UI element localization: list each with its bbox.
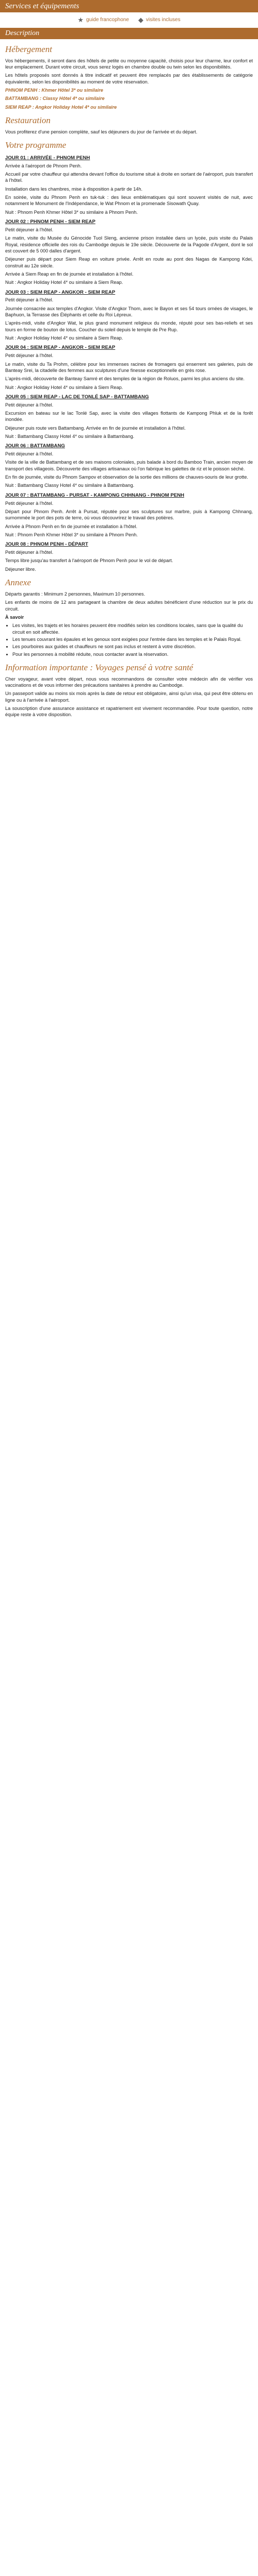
tab-label: guide francophone	[86, 17, 129, 23]
day-paragraph: En soirée, visite du Phnom Penh en tuk-tuk : des lieux emblématiques qui sont souvent visités de nuit, avec notamment le Monument de l'Indépendance, le Wat Phnom et la promenade Sisowath Quay.	[5, 195, 253, 207]
day-title: JOUR 03 : SIEM REAP - ANGKOR - SIEM REAP	[5, 289, 116, 295]
tab-guide-francophone[interactable]	[77, 15, 129, 24]
hotel-line: PHNOM PENH : Khmer Hôtel 3* ou similaire	[5, 88, 103, 93]
day-title: JOUR 07 : BATTAMBANG - PURSAT - KAMPONG CHHNANG - PHNOM PENH	[5, 492, 184, 498]
services-title: Services et équipements	[5, 2, 79, 10]
section-title-restauration: Restauration	[5, 115, 51, 126]
section-title-hebergement: Hébergement	[5, 44, 52, 54]
day-paragraph: Nuit : Angkor Holiday Hotel 4* ou similaire à Siem Reap.	[5, 335, 123, 341]
day-paragraph: Arrivée à Phnom Penh en fin de journée et installation à l'hôtel.	[5, 523, 138, 529]
day-paragraph: Petit déjeuner à l'hôtel.	[5, 297, 54, 303]
section-paragraph: Vous profiterez d'une pension complète, sauf les déjeuners du jour de l'arrivée et du départ.	[5, 129, 198, 134]
day-paragraph: Visite de la ville de Battambang et de ses maisons coloniales, puis balade à bord du Bamboo Train, ancien moyen de transport des villageois. Découverte des villages artisanaux où l'on fabrique les galettes de riz et le poisson séché.	[5, 460, 253, 471]
info-paragraph: Un passeport valide au moins six mois après la date de retour est obligatoire, ainsi qu'un visa, qui peut être obtenu en ligne ou à l'arrivée à l'aéroport.	[5, 691, 253, 703]
list-item: • Les pourboires aux guides et chauffeurs ne sont pas inclus et restent à votre discrétion.	[12, 643, 253, 650]
day-block	[5, 290, 253, 342]
day-block	[5, 394, 253, 439]
annexe-paragraph: Départs garantis : Minimum 2 personnes, Maximum 10 personnes.	[5, 591, 146, 597]
day-paragraph: Arrivée à Siem Reap en fin de journée et installation à l'hôtel.	[5, 271, 134, 277]
programme-title: Votre programme	[5, 140, 67, 150]
annexe-subtitle: À savoir	[5, 614, 24, 620]
services-header	[0, 0, 258, 12]
day-paragraph: Départ pour Phnom Penh. Arrêt à Pursat, réputée pour ses sculptures sur marbre, puis à Kampong Chhnang, surnommée le port des pots de terre, où vous découvrirez le travail des potières.	[5, 509, 253, 521]
day-paragraph: Petit déjeuner à l'hôtel.	[5, 500, 54, 506]
day-paragraph: L'après-midi, visite d'Angkor Wat, le plus grand monument religieux du monde, réputé pour ses bas-reliefs et ses tours en forme de bouton de lotus. Coucher du soleil depuis le temple de Pre Rup.	[5, 320, 253, 332]
day-paragraph: Petit déjeuner à l'hôtel.	[5, 451, 54, 457]
day-paragraph: Nuit : Battambang Classy Hotel 4* ou similaire à Battambang.	[5, 483, 135, 488]
service-tabs	[0, 12, 258, 28]
hotel-line: SIEM REAP : Angkor Holiday Hotel 4* ou similaire	[5, 104, 117, 110]
day-title: JOUR 02 : PHNOM PENH - SIEM REAP	[5, 219, 95, 225]
day-title: JOUR 06 : BATTAMBANG	[5, 443, 65, 449]
day-title: JOUR 08 : PHNOM PENH - DÉPART	[5, 541, 88, 548]
day-title: JOUR 04 : SIEM REAP - ANGKOR - SIEM REAP	[5, 345, 116, 351]
day-paragraph: Nuit : Phnom Penh Khmer Hôtel 3* ou similaire à Phnom Penh.	[5, 209, 138, 215]
description-band	[0, 28, 258, 39]
day-paragraph: Nuit : Angkor Holiday Hotel 4* ou similaire à Siem Reap.	[5, 384, 123, 390]
day-paragraph: Le matin, visite du Ta Prohm, célèbre pour les immenses racines de fromagers qui enserrent ses galeries, puis de Banteay Srei, la citadelle des femmes aux sculptures d'une finesse exceptionnelle en grès rose.	[5, 361, 253, 373]
day-paragraph: Nuit : Phnom Penh Khmer Hôtel 3* ou similaire à Phnom Penh.	[5, 532, 138, 537]
day-paragraph: Déjeuner puis départ pour Siem Reap en voiture privée. Arrêt en route au pont des Nagas de Kampong Kdei, construit au 12e siècle.	[5, 257, 253, 268]
section-paragraph: Vos hébergements, il seront dans des hôtels de petite ou moyenne capacité, choisis pour leur charme, leur confort et leur emplacement. Durant votre circuit, vous serez logés en chambre double ou twin selon les disponibilités.	[5, 58, 253, 70]
day-block	[5, 345, 253, 390]
day-paragraph: Temps libre jusqu'au transfert à l'aéroport de Phnom Penh pour le vol de départ.	[5, 558, 173, 564]
tab-visites-incluses[interactable]	[138, 15, 181, 24]
day-block	[5, 493, 253, 538]
info-paragraph: La souscription d'une assurance assistance et rapatriement est vivement recommandée. Pour toute question, notre équipe reste à votre disposition.	[5, 705, 253, 718]
info-title: Information importante : Voyages pensé à votre santé	[5, 662, 194, 672]
annexe-list	[5, 622, 253, 657]
day-paragraph: Nuit : Angkor Holiday Hotel 4* ou similaire à Siem Reap.	[5, 280, 123, 285]
day-paragraph: Nuit : Battambang Classy Hotel 4* ou similaire à Battambang.	[5, 433, 135, 439]
day-paragraph: Arrivée à l'aéroport de Phnom Penh.	[5, 163, 82, 168]
list-item: • Les tenues couvrant les épaules et les genoux sont exigées pour l'entrée dans les temples et le Palais Royal.	[12, 636, 253, 642]
annexe-paragraph: Les enfants de moins de 12 ans partageant la chambre de deux adultes bénéficient d'une réduction sur le prix du circuit.	[5, 600, 253, 612]
day-block	[5, 155, 253, 215]
day-paragraph: En fin de journée, visite du Phnom Sampov et observation de la sortie des millions de chauves-souris de leur grotte.	[5, 474, 248, 480]
day-paragraph: Petit déjeuner à l'hôtel.	[5, 227, 54, 232]
day-block	[5, 443, 253, 488]
day-paragraph: Petit déjeuner à l'hôtel.	[5, 550, 54, 555]
day-block	[5, 219, 253, 285]
day-paragraph: Petit déjeuner à l'hôtel.	[5, 353, 54, 359]
day-paragraph: Le matin, visite du Musée du Génocide Tuol Sleng, ancienne prison installée dans un lycée, puis visite du Palais Royal, résidence officielle des rois du Cambodge depuis le 19e siècle. Découverte de la Pagode d'Argent, dont le sol est couvert de 5 000 dalles d'argent.	[5, 235, 253, 253]
content	[0, 44, 258, 718]
section-paragraph: Les hôtels proposés sont donnés à titre indicatif et peuvent être remplacés par des établissements de catégorie équivalente, selon les disponibilités au moment de votre réservation.	[5, 73, 253, 84]
day-paragraph: Installation dans les chambres, mise à disposition à partir de 14h.	[5, 186, 143, 192]
ticket-icon: ◆	[138, 16, 143, 24]
day-paragraph: Journée consacrée aux temples d'Angkor. Visite d'Angkor Thom, avec le Bayon et ses 54 tours ornées de visages, le Baphuon, la Terrasse des Éléphants et celle du Roi Lépreux.	[5, 306, 253, 318]
day-paragraph: Petit déjeuner à l'hôtel.	[5, 402, 54, 408]
day-paragraph: Excursion en bateau sur le lac Tonlé Sap, avec la visite des villages flottants de Kampong Phluk et de la forêt inondée.	[5, 411, 253, 422]
guide-icon: ★	[77, 16, 84, 24]
page	[0, 0, 258, 720]
annexe-title: Annexe	[5, 578, 31, 588]
list-item: • Les visites, les trajets et les horaires peuvent être modifiés selon les conditions locales, sans que la qualité du circuit en soit affectée.	[12, 622, 253, 635]
day-block	[5, 541, 253, 572]
hotel-line: BATTAMBANG : Classy Hôtel 4* ou similaire	[5, 96, 105, 101]
day-title: JOUR 01 : ARRIVÉE - PHNOM PENH	[5, 155, 90, 161]
info-paragraph: Cher voyageur, avant votre départ, nous vous recommandons de consulter votre médecin afin de vérifier vos vaccinations et de vous informer des précautions sanitaires à prendre au Cambodge.	[5, 676, 253, 688]
day-paragraph: Déjeuner libre.	[5, 566, 36, 572]
day-paragraph: Accueil par votre chauffeur qui attendra devant l'office du tourisme situé à droite en sortant de l'aéroport, puis transfert à l'hôtel.	[5, 172, 253, 183]
day-title: JOUR 05 : SIEM REAP - LAC DE TONLÉ SAP - BATTAMBANG	[5, 394, 149, 400]
day-paragraph: L'après-midi, découverte de Banteay Samré et des temples de la région de Roluos, parmi les plus anciens du site.	[5, 376, 245, 382]
list-item: • Pour les personnes à mobilité réduite, nous contacter avant la réservation.	[12, 651, 253, 657]
day-paragraph: Déjeuner puis route vers Battambang. Arrivée en fin de journée et installation à l'hôtel.	[5, 425, 186, 431]
tab-label: visites incluses	[146, 17, 181, 23]
description-title: Description	[5, 29, 40, 37]
